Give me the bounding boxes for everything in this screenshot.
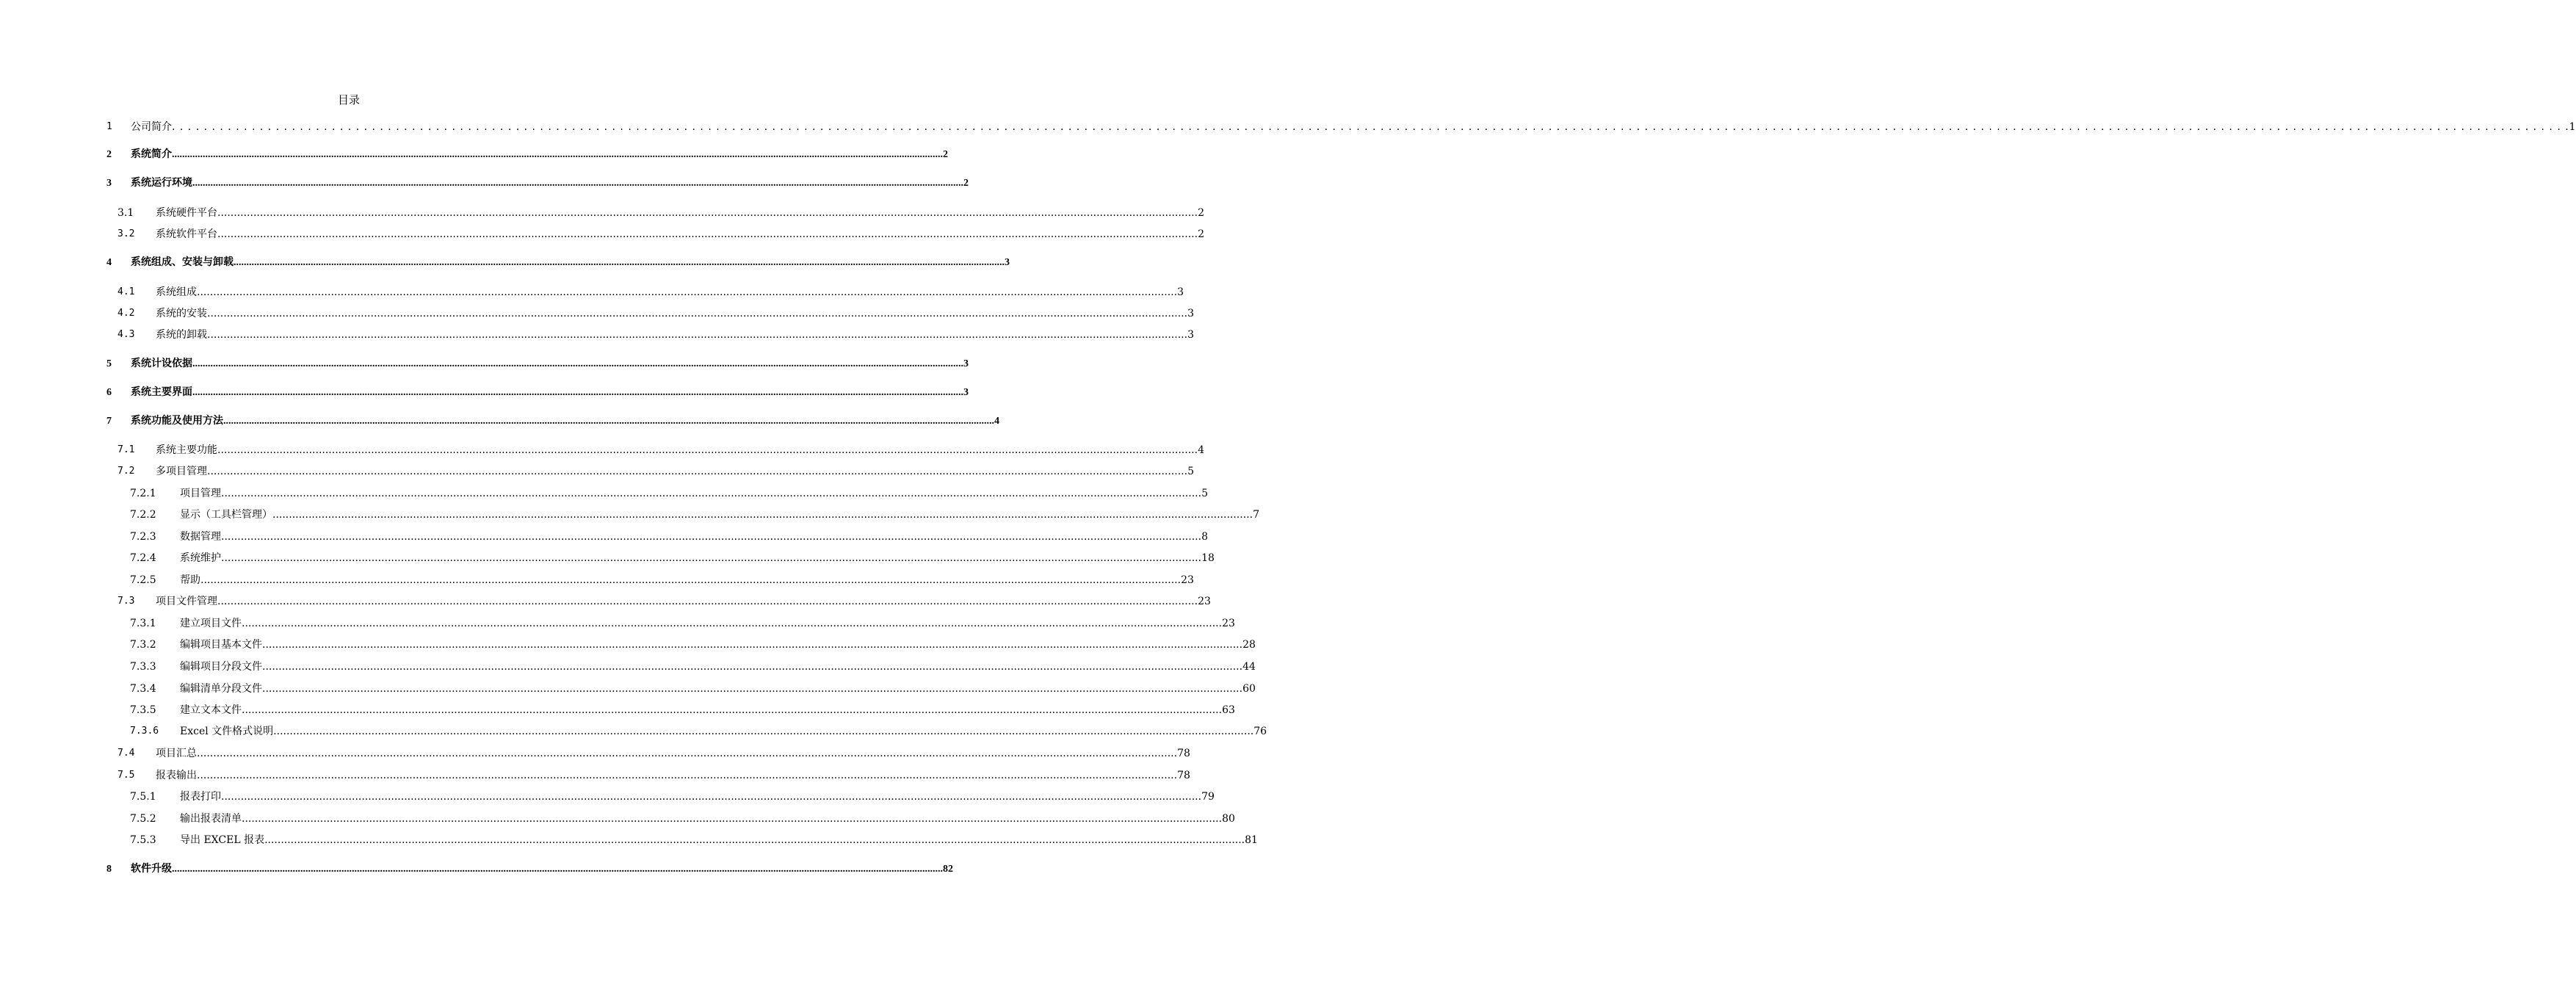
toc-dot-leader: ............................................................................................................................................................................................................................................................................................................ <box>217 444 1198 456</box>
toc-entry-number: 2 <box>106 149 112 160</box>
toc-entry[interactable] <box>130 811 1235 826</box>
toc-dot-leader: ............................................................................................................................................................................................................................................................................................................ <box>264 834 1245 846</box>
toc-entry-number: 7 <box>106 416 112 427</box>
toc-dot-leader: ............................................................................................................................................................................................................................................................................................................ <box>207 466 1188 477</box>
toc-entry-title: 系统功能及使用方法 <box>131 416 223 427</box>
toc-entry-number: 7.4 <box>117 748 135 759</box>
toc-entry[interactable] <box>117 746 1190 761</box>
toc-dot-leader: ............................................................................................................................................................................................................................................................................................................ <box>197 286 1178 298</box>
toc-dot-leader: ............................................................................................................................................................................................................................................................................................................ <box>207 308 1188 319</box>
toc-entry[interactable] <box>106 120 2576 134</box>
toc-entry-page: 8 <box>1201 531 1208 543</box>
toc-entry-page: 78 <box>1177 770 1190 781</box>
toc-entry[interactable] <box>117 306 1194 321</box>
toc-entry[interactable] <box>106 357 969 372</box>
toc-entry[interactable] <box>130 637 1256 652</box>
toc-dot-leader: . . . . . . . . . . . . . . . . . . . . . . . . . . . . . . . . . . . . . . . . . . . . . . . . . . . . . . . . . . . . . . . . . . . . . . . . . . . . . . . . . . . . . . . . . . . . . . . . . . . . . . . . . . . . . . . . . . . . . . . . . . . . . . . . . . . . . . . . . . . . . . . . . . . . . . . . . . . . . . . . . . . . . . . . . . . . . . . . . . . . . . . . . . . . . . . . . . . . . . . . . . . . . . . . . . . . . . . . . . . . . . . . . . . . . . . . . . . . . . . . . . . . . . . . . . . . . . . . . . . . . . . . . . . . . . . . . . . . . . . . . . . . . . . . . . . . . . . . . . . . <box>172 121 2569 133</box>
toc-entry-title: 数据管理 <box>180 531 221 543</box>
toc-entry[interactable] <box>130 703 1235 717</box>
toc-entry-number: 7.3.5 <box>130 704 156 716</box>
toc-entry-page: 4 <box>994 416 999 427</box>
toc-entry-title: 编辑清单分段文件 <box>180 683 262 695</box>
toc-entry-number: 7.2.2 <box>130 509 156 521</box>
toc-dot-leader: ............................................................................................................................................................................................................................................................................................................ <box>262 683 1243 695</box>
toc-dot-leader: ............................................................................................................................................................................................................................................................................................................ <box>172 864 943 875</box>
toc-entry-number: 7.5.1 <box>130 791 156 803</box>
toc-entry[interactable] <box>130 507 1259 522</box>
toc-entry[interactable] <box>106 176 969 191</box>
toc-entry-title: 系统计设依据 <box>131 358 192 369</box>
toc-entry-number: 7.5.3 <box>130 834 156 846</box>
toc-title: 目录 <box>337 93 360 106</box>
toc-entry[interactable] <box>117 206 1204 220</box>
toc-entry-page: 2 <box>963 178 969 189</box>
toc-entry[interactable] <box>117 768 1190 783</box>
toc-entry-title: 报表输出 <box>156 770 197 781</box>
toc-entry-page: 18 <box>1201 552 1215 564</box>
toc-entry-number: 5 <box>106 358 112 369</box>
toc-entry[interactable] <box>106 256 1010 270</box>
toc-entry[interactable] <box>130 529 1208 544</box>
toc-entry-page: 2 <box>1198 207 1204 219</box>
toc-entry-page: 78 <box>1177 748 1190 759</box>
toc-entry[interactable] <box>117 227 1204 242</box>
toc-entry-page: 23 <box>1198 596 1211 607</box>
toc-entry-number: 8 <box>106 864 112 875</box>
toc-entry-page: 2 <box>943 149 948 160</box>
toc-entry-title: 建立文本文件 <box>180 704 242 716</box>
toc-entry-page: 3 <box>963 358 969 369</box>
toc-entry-page: 82 <box>943 864 953 875</box>
toc-entry[interactable] <box>130 573 1194 588</box>
toc-entry[interactable] <box>117 285 1184 300</box>
toc-dot-leader: ............................................................................................................................................................................................................................................................................................................ <box>192 387 963 398</box>
toc-entry-page: 63 <box>1222 704 1235 716</box>
toc-entry-title: 项目汇总 <box>156 748 197 759</box>
toc-entry-number: 1 <box>106 121 112 132</box>
toc-entry-title: 系统简介 <box>131 149 172 160</box>
toc-entry-title: 系统运行环境 <box>131 178 192 189</box>
toc-entry[interactable] <box>106 386 969 400</box>
toc-dot-leader: ............................................................................................................................................................................................................................................................................................................ <box>262 661 1243 673</box>
toc-entry-number: 7.3.2 <box>130 639 156 651</box>
toc-entry-number: 7.5.2 <box>130 813 156 825</box>
toc-entry-title: Excel 文件格式说明 <box>180 726 274 737</box>
toc-entry-page: 1 <box>2569 121 2576 133</box>
toc-dot-leader: ............................................................................................................................................................................................................................................................................................................ <box>221 791 1202 803</box>
toc-entry-title: 系统的安装 <box>156 308 207 319</box>
toc-entry-title: 多项目管理 <box>156 466 207 477</box>
toc-entry-title: 系统硬件平台 <box>156 207 217 219</box>
toc-entry[interactable] <box>130 789 1215 804</box>
toc-entry-page: 3 <box>1187 308 1194 319</box>
toc-dot-leader: ............................................................................................................................................................................................................................................................................................................ <box>242 618 1223 629</box>
toc-entry-number: 3 <box>106 178 112 189</box>
toc-entry[interactable] <box>130 724 1267 739</box>
toc-entry-number: 3.1 <box>117 207 134 219</box>
toc-dot-leader: ............................................................................................................................................................................................................................................................................................................ <box>217 596 1198 607</box>
toc-dot-leader: ............................................................................................................................................................................................................................................................................................................ <box>192 358 963 369</box>
toc-entry-number: 7.2.5 <box>130 574 156 586</box>
toc-entry-title: 系统主要界面 <box>131 387 192 398</box>
toc-entry-title: 输出报表清单 <box>180 813 242 825</box>
toc-entry-number: 7.3.1 <box>130 618 156 629</box>
toc-entry-page: 3 <box>1187 329 1194 341</box>
toc-entry-page: 23 <box>1222 618 1235 629</box>
toc-entry-title: 导出 EXCEL 报表 <box>180 834 265 846</box>
toc-dot-leader: ............................................................................................................................................................................................................................................................................................................ <box>221 531 1202 543</box>
toc-entry-title: 系统维护 <box>180 552 221 564</box>
toc-entry-page: 7 <box>1253 509 1259 521</box>
toc-entry-number: 7.3.4 <box>130 683 156 695</box>
toc-entry[interactable] <box>130 659 1256 674</box>
toc-entry-title: 帮助 <box>180 574 200 586</box>
toc-dot-leader: ............................................................................................................................................................................................................................................................................................................ <box>221 552 1202 564</box>
toc-entry-number: 4.2 <box>117 308 135 319</box>
toc-entry-page: 80 <box>1222 813 1235 825</box>
toc-entry-page: 76 <box>1253 726 1267 737</box>
toc-dot-leader: ............................................................................................................................................................................................................................................................................................................ <box>217 207 1198 219</box>
toc-entry-title: 系统的卸载 <box>156 329 207 341</box>
toc-entry-title: 系统组成 <box>156 286 197 298</box>
toc-dot-leader: ............................................................................................................................................................................................................................................................................................................ <box>234 257 1005 268</box>
toc-entry-page: 5 <box>1201 488 1208 499</box>
toc-entry-number: 7.2.4 <box>130 552 156 564</box>
toc-entry[interactable] <box>117 464 1194 479</box>
toc-entry-page: 3 <box>963 387 969 398</box>
toc-entry-number: 7.3.6 <box>130 726 159 737</box>
toc-entry[interactable] <box>117 328 1194 342</box>
toc-entry-number: 7.3.3 <box>130 661 156 673</box>
toc-entry-title: 显示（工具栏管理） <box>180 509 272 521</box>
toc-dot-leader: ............................................................................................................................................................................................................................................................................................................ <box>272 509 1253 521</box>
toc-entry-page: 5 <box>1187 466 1194 477</box>
toc-entry-title: 项目管理 <box>180 488 221 499</box>
toc-entry-page: 4 <box>1198 444 1204 456</box>
toc-entry-number: 4.3 <box>117 329 135 340</box>
toc-entry[interactable] <box>117 443 1204 458</box>
toc-entry[interactable] <box>130 551 1215 565</box>
toc-entry-page: 79 <box>1201 791 1215 803</box>
toc-dot-leader: ............................................................................................................................................................................................................................................................................................................ <box>197 770 1178 781</box>
toc-dot-leader: ............................................................................................................................................................................................................................................................................................................ <box>242 813 1223 825</box>
toc-dot-leader: ............................................................................................................................................................................................................................................................................................................ <box>221 488 1202 499</box>
toc-entry-number: 7.2.1 <box>130 488 156 499</box>
toc-entry-page: 28 <box>1242 639 1256 651</box>
toc-entry-number: 7.2.3 <box>130 531 156 543</box>
toc-dot-leader: ............................................................................................................................................................................................................................................................................................................ <box>200 574 1182 586</box>
toc-dot-leader: ............................................................................................................................................................................................................................................................................................................ <box>192 178 963 189</box>
toc-dot-leader: ............................................................................................................................................................................................................................................................................................................ <box>273 726 1254 737</box>
toc-entry[interactable] <box>130 833 1258 847</box>
toc-entry-title: 报表打印 <box>180 791 221 803</box>
toc-entry-page: 3 <box>1177 286 1184 298</box>
toc-entry[interactable] <box>130 682 1256 696</box>
toc-dot-leader: ............................................................................................................................................................................................................................................................................................................ <box>197 748 1178 759</box>
toc-entry-number: 6 <box>106 387 112 398</box>
toc-entry-number: 7.3 <box>117 596 135 607</box>
toc-dot-leader: ............................................................................................................................................................................................................................................................................................................ <box>217 228 1198 240</box>
toc-entry-page: 3 <box>1005 257 1010 268</box>
toc-entry-title: 编辑项目分段文件 <box>180 661 262 673</box>
toc-entry-number: 4 <box>106 257 112 268</box>
toc-entry[interactable] <box>117 594 1211 609</box>
toc-entry-page: 2 <box>1198 228 1204 240</box>
toc-dot-leader: ............................................................................................................................................................................................................................................................................................................ <box>223 416 994 427</box>
toc-entry-number: 4.1 <box>117 286 135 297</box>
toc-dot-leader: ............................................................................................................................................................................................................................................................................................................ <box>242 704 1223 716</box>
toc-entry-number: 7.2 <box>117 466 135 477</box>
toc-entry[interactable] <box>106 862 953 877</box>
toc-dot-leader: ............................................................................................................................................................................................................................................................................................................ <box>207 329 1188 341</box>
toc-entry[interactable] <box>106 414 999 429</box>
toc-entry[interactable] <box>130 486 1208 501</box>
toc-entry[interactable] <box>106 148 948 162</box>
toc-entry-title: 系统软件平台 <box>156 228 217 240</box>
toc-entry[interactable] <box>130 616 1235 631</box>
toc-entry-title: 软件升级 <box>131 864 172 875</box>
toc-entry-title: 系统组成、安装与卸载 <box>131 257 234 268</box>
toc-entry-number: 7.1 <box>117 444 135 455</box>
toc-entry-title: 公司简介 <box>131 121 172 133</box>
toc-entry-title: 系统主要功能 <box>156 444 217 456</box>
toc-entry-number: 7.5 <box>117 770 135 781</box>
toc-entry-page: 60 <box>1242 683 1256 695</box>
toc-entry-title: 编辑项目基本文件 <box>180 639 262 651</box>
toc-dot-leader: ............................................................................................................................................................................................................................................................................................................ <box>172 149 943 160</box>
toc-entry-number: 3.2 <box>117 228 135 239</box>
toc-entry-page: 23 <box>1181 574 1194 586</box>
toc-entry-title: 建立项目文件 <box>180 618 242 629</box>
toc-entry-page: 44 <box>1242 661 1256 673</box>
toc-entry-title: 项目文件管理 <box>156 596 217 607</box>
toc-dot-leader: ............................................................................................................................................................................................................................................................................................................ <box>262 639 1243 651</box>
toc-entry-page: 81 <box>1245 834 1258 846</box>
